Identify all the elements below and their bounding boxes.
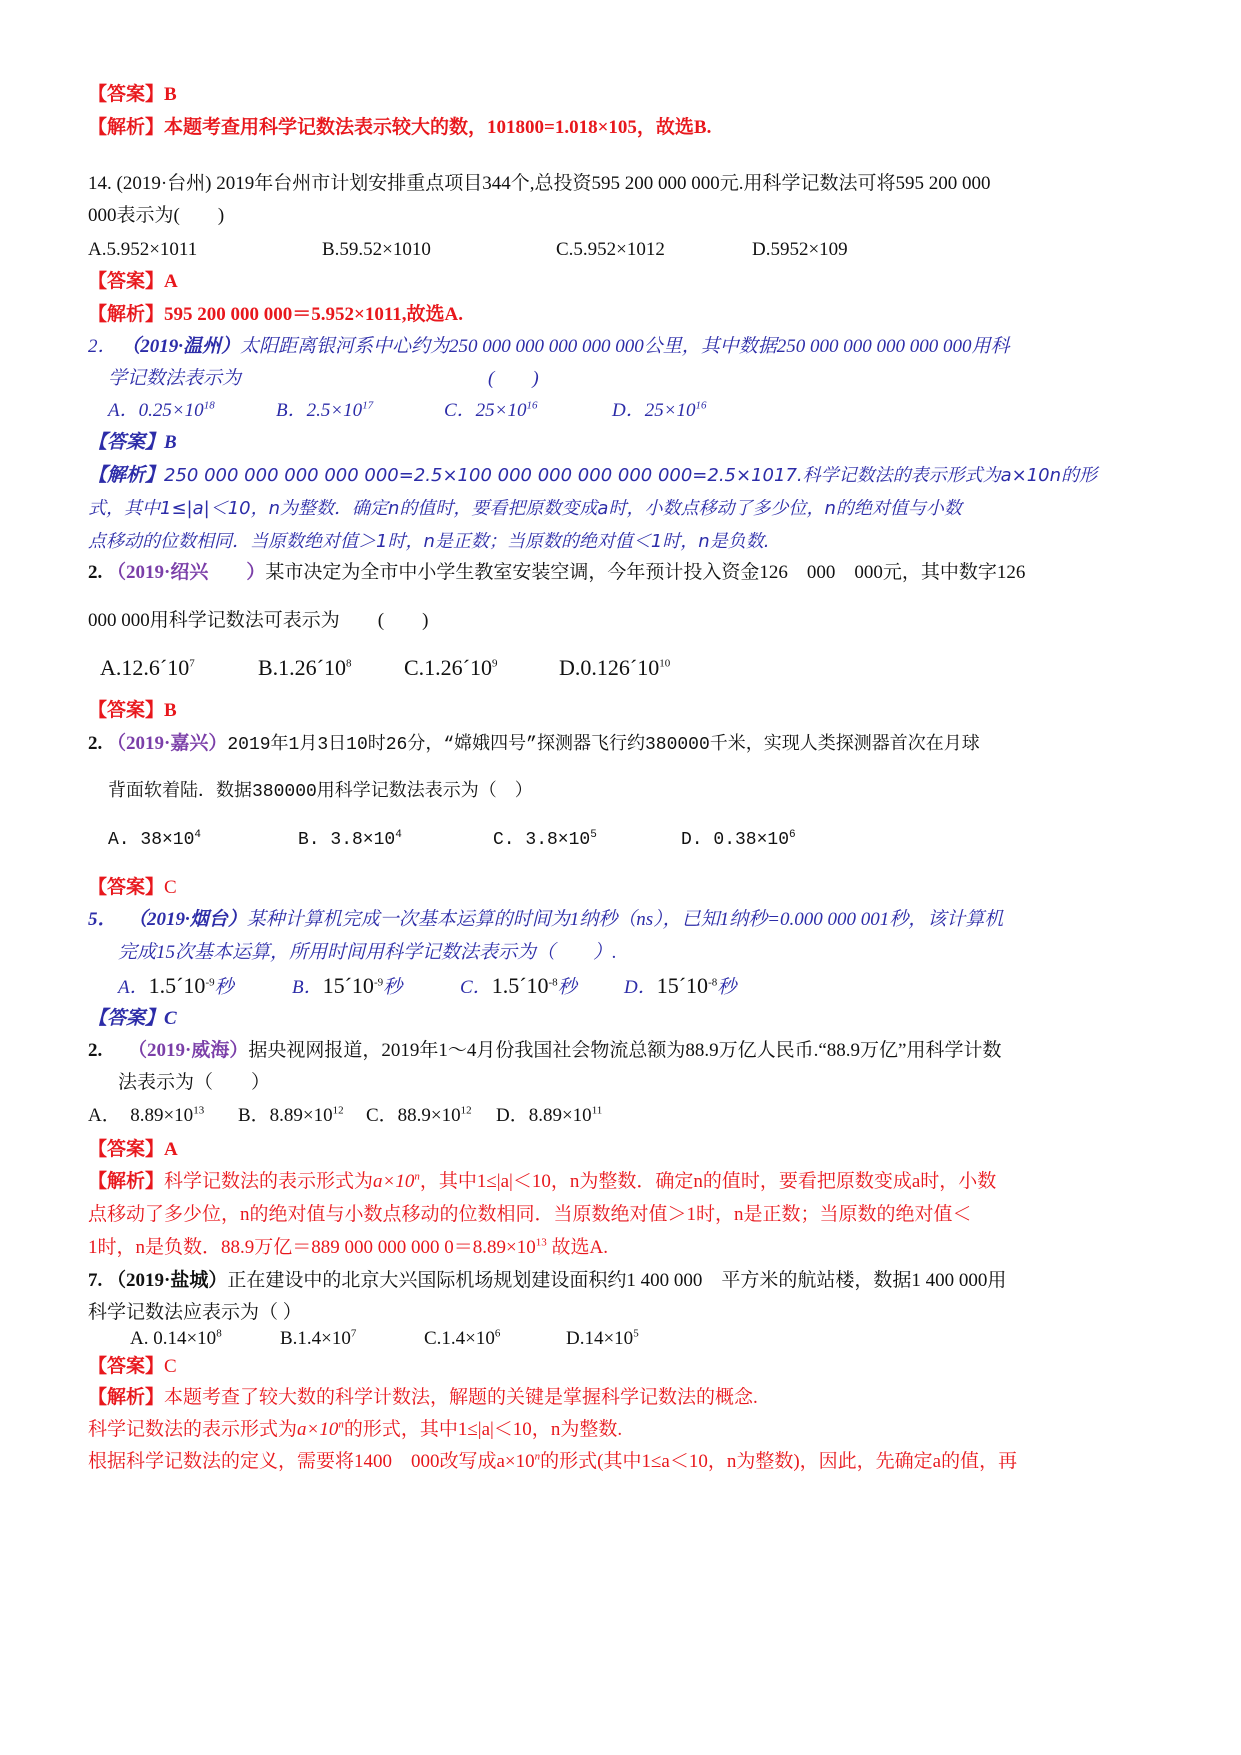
analysis-text: 250 000 000 000 000 000=2.5×100 000 000 000 000 000=2.5×1017.科学记数法的表示形式为a×10n的形: [164, 465, 1098, 486]
answer-line: [88, 875, 177, 901]
question-text: 某市决定为全市中小学生教室安装空调，今年预计投入资金126 000 000元，其中数字126: [265, 562, 1026, 583]
question-stem-cont: 000 000用科学记数法可表示为 ( ): [88, 610, 429, 631]
option-b: $B.1.4\times 10^7$: [280, 1327, 357, 1349]
option-a: A． $8.89\times 10^{13}$: [88, 1104, 205, 1126]
question-source: （2019·嘉兴）: [107, 733, 228, 754]
answer-blank: ( ): [488, 368, 539, 389]
question-stem-cont: 科学记数法应表示为（ ）: [88, 1302, 302, 1323]
option-a: A. $38\times 10^4$: [108, 829, 202, 850]
option-b: B．$15´10^{-9}$秒: [292, 973, 403, 998]
question-number: 7.: [88, 1270, 103, 1291]
option-d: $D.14\times 10^5$: [566, 1327, 639, 1349]
analysis-text-cont: 1时，n是负数．88.9万亿＝889 000 000 000 $0=8.89\times 10^{13}$ 故选A.: [88, 1236, 608, 1258]
answer-line: [88, 269, 178, 295]
option-a: A. $0.14\times 10^8$: [130, 1327, 222, 1349]
question-stem-cont: 000表示为( ): [88, 205, 225, 226]
answer-label: 【答案】: [88, 1356, 165, 1377]
options-row: [100, 655, 670, 681]
option-c: C．$88.9\times 10^{12}$: [366, 1104, 472, 1126]
option-a: A.5.952×1011: [88, 239, 198, 260]
analysis-line: [88, 115, 711, 141]
answer-value: A: [164, 1139, 178, 1160]
option-d: D．$25\times 10^{16}$: [612, 399, 707, 421]
answer-value: B: [164, 700, 177, 721]
option-d: D. $0.38\times 10^6$: [681, 829, 796, 850]
question-stem: [88, 1268, 1006, 1294]
options-row: [130, 1326, 639, 1352]
answer-label: 【答案】: [88, 84, 165, 105]
answer-line: [88, 1006, 177, 1032]
question-text: 太阳距离银河系中心约为250 000 000 000 000 000公里，其中数据250 000 000 000 000 000用科: [240, 336, 1010, 357]
option-c: C．$1.5´10^{-8}$秒: [460, 973, 577, 998]
analysis-label: 【解析】: [88, 1171, 165, 1192]
question-stem-cont: 背面软着陆．数据380000用科学记数法表示为（ ）: [108, 782, 533, 802]
question-stem: [88, 334, 1010, 360]
option-b: B．$2.5\times 10^{17}$: [276, 399, 374, 421]
answer-line: [88, 82, 177, 108]
option-c: C. $3.8\times 10^5$: [493, 829, 597, 850]
analysis-text-cont: 点移动了多少位，n的绝对值与小数点移动的位数相同．当原数绝对值＞1时，n是正数；当原数的绝对值＜: [88, 1204, 972, 1225]
option-d: D.5952×109: [752, 239, 848, 260]
question-source: （2019·烟台）: [128, 909, 247, 930]
question-stem: [88, 731, 980, 758]
option-a: A．$1.5´10^{-9}$秒: [118, 973, 234, 998]
answer-value: B: [164, 84, 177, 105]
question-number: 14.: [88, 173, 112, 194]
analysis-line: 【解析】科学记数法的表示形式为$a\times 10^n$，其中1≤|a|＜10，n为整数．确定n的值时，要看把原数变成a时，小数: [88, 1170, 997, 1192]
option-c: C.5.952×1012: [556, 239, 665, 260]
option-a: $A.12.6´10^7$: [100, 655, 195, 680]
question-source: （2019·盐城）: [107, 1270, 228, 1291]
answer-value: C: [164, 877, 177, 898]
analysis-text-cont: 根据科学记数法的定义，需要将1400 000改写成$a\times 10^n$的形式(其中1≤a＜10，n为整数)，因此，先确定a的值，再: [88, 1450, 1018, 1472]
question-text: 学记数法表示为: [108, 368, 242, 389]
question-number: 2.: [88, 733, 103, 754]
question-stem-cont: 法表示为（ ）: [118, 1072, 271, 1093]
answer-value: C: [164, 1356, 177, 1377]
answer-label: 【答案】: [88, 1139, 165, 1160]
analysis-text: 本题考查了较大数的科学计数法，解题的关键是掌握科学记数法的概念.: [164, 1387, 758, 1408]
analysis-text: 本题考查用科学记数法表示较大的数，101800=1.018×105，故选B.: [164, 117, 712, 138]
option-a: A．$0.25\times 10^{18}$: [108, 399, 215, 421]
question-number: 2.: [88, 562, 103, 583]
answer-label: 【答案】: [88, 432, 165, 453]
answer-line: [88, 698, 177, 724]
option-c: $C.1.4\times 10^6$: [424, 1327, 501, 1349]
question-text: 正在建设中的北京大兴国际机场规划建设面积约1 400 000 平方米的航站楼，数据1 400 000用: [227, 1270, 1007, 1291]
option-c: $C.1.26´10^9$: [404, 655, 498, 680]
question-source: （2019·绍兴 ）: [107, 562, 266, 583]
analysis-text-cont: 点移动的位数相同．当原数绝对值＞1时，n是正数；当原数的绝对值＜1时，n是负数.: [88, 531, 770, 552]
options-row: [108, 827, 796, 853]
question-text: 据央视网报道，2019年1～4月份我国社会物流总额为88.9万亿人民币.“88.9万亿”用科学计数: [248, 1040, 1002, 1061]
question-source: （2019·温州）: [121, 336, 241, 357]
options-row: [118, 973, 736, 1001]
option-d: $D.0.126´10^{10}$: [559, 655, 671, 680]
analysis-line: [88, 1385, 758, 1411]
question-source: (2019·台州): [116, 173, 212, 194]
analysis-label: 【解析】: [88, 465, 165, 486]
question-stem: [88, 560, 1025, 586]
answer-line: [88, 1137, 178, 1163]
answer-label: 【答案】: [88, 1008, 165, 1029]
answer-value: A: [164, 271, 178, 292]
analysis-text-cont: 科学记数法的表示形式为$a\times 10^n$的形式，其中1≤|a|＜10，n为整数.: [88, 1418, 623, 1440]
analysis-label: 【解析】: [88, 117, 165, 138]
option-b: B.59.52×1010: [322, 239, 431, 260]
question-stem-cont: [108, 366, 539, 392]
question-number: 5．: [88, 909, 117, 930]
answer-label: 【答案】: [88, 877, 165, 898]
option-b: B. $3.8\times 10^4$: [298, 829, 402, 850]
option-b: $B.1.26´10^8$: [258, 655, 352, 680]
answer-value: C: [164, 1008, 177, 1029]
analysis-line: [88, 302, 463, 328]
options-row: [88, 237, 848, 263]
analysis-label: 【解析】: [88, 1387, 165, 1408]
option-b: B．$8.89\times 10^{12}$: [238, 1104, 344, 1126]
analysis-label: 【解析】: [88, 304, 165, 325]
question-stem: [88, 171, 991, 197]
question-stem-cont: 完成15次基本运算，所用时间用科学记数法表示为（ ）.: [118, 942, 617, 963]
question-source: （2019·威海）: [128, 1040, 249, 1061]
analysis-text: 595 200 000 000＝5.952×1011,故选A.: [164, 304, 464, 325]
question-stem: [88, 1038, 1001, 1064]
question-text: 2019年1月3日10时26分，“嫦娥四号”探测器飞行约380000千米，实现人类探测器首次在月球: [227, 735, 980, 755]
answer-line: [88, 1354, 177, 1380]
question-text: 2019年台州市计划安排重点项目344个,总投资595 200 000 000元.用科学记数法可将595 200 000: [216, 173, 991, 194]
question-number: 2.: [88, 1040, 103, 1061]
analysis-text-cont: 式，其中1≤|a|＜10，n为整数．确定n的值时，要看把原数变成a时，小数点移动了多少位，n的绝对值与小数: [88, 498, 962, 519]
question-stem: [88, 907, 1003, 933]
option-c: C．$25\times 10^{16}$: [444, 399, 538, 421]
option-d: D．$8.89\times 10^{11}$: [496, 1104, 603, 1126]
question-number: 2．: [88, 336, 117, 357]
options-row: [108, 398, 707, 424]
options-row: [88, 1103, 602, 1129]
question-text: 某种计算机完成一次基本运算的时间为1纳秒（ns），已知1纳秒=0.000 000 001秒，该计算机: [246, 909, 1004, 930]
answer-value: B: [164, 432, 177, 453]
option-d: D．$15´10^{-8}$秒: [624, 973, 737, 998]
answer-line: [88, 430, 177, 456]
answer-label: 【答案】: [88, 700, 165, 721]
analysis-line: [88, 463, 1097, 489]
answer-label: 【答案】: [88, 271, 165, 292]
